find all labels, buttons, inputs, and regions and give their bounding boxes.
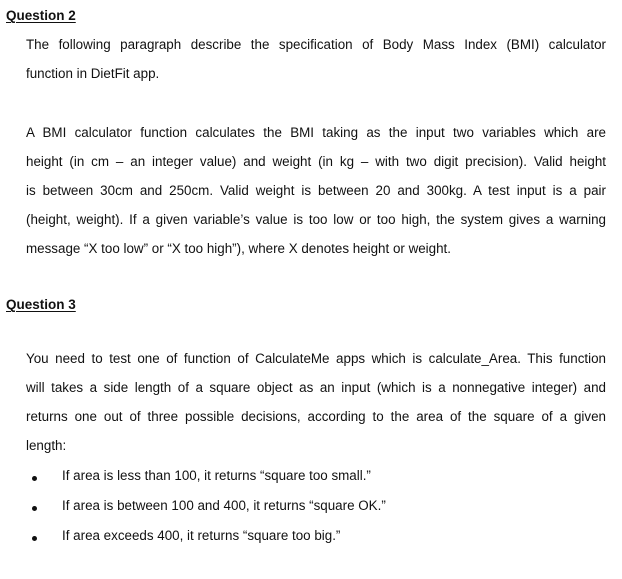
q3-bullet-1: If area is less than 100, it returns “square too small.” <box>62 468 371 483</box>
q3-body-line-1: You need to test one of function of CalculateMe apps which is calculate_Area. This function <box>26 351 606 366</box>
q2-body-line-1: A BMI calculator function calculates the BMI taking as the input two variables which are <box>26 125 606 140</box>
q3-bullet-2: If area is between 100 and 400, it returns “square OK.” <box>62 498 386 513</box>
q2-intro-line-2: function in DietFit app. <box>26 66 160 81</box>
q2-body-line-5: message “X too low” or “X too high”), where X denotes height or weight. <box>26 241 451 256</box>
question-3-heading: Question 3 <box>6 297 76 312</box>
bullet-dot-icon <box>32 476 37 481</box>
bullet-dot-icon <box>32 536 37 541</box>
q3-bullet-3: If area exceeds 400, it returns “square too big.” <box>62 528 341 543</box>
q2-body-line-2: height (in cm – an integer value) and weight (in kg – with two digit precision). Valid height <box>26 154 606 169</box>
q3-body-line-2: will takes a side length of a square object as an input (which is a nonnegative integer) and <box>26 380 606 395</box>
q3-body-line-3: returns one out of three possible decisions, according to the area of the square of a given <box>26 409 606 424</box>
q2-intro-line-1: The following paragraph describe the specification of Body Mass Index (BMI) calculator <box>26 37 606 52</box>
q3-body-line-4: length: <box>26 438 67 453</box>
bullet-dot-icon <box>32 506 37 511</box>
q2-body-line-4: (height, weight). If a given variable’s value is too low or too high, the system gives a warning <box>26 212 606 227</box>
q2-body-line-3: is between 30cm and 250cm. Valid weight is between 20 and 300kg. A test input is a pair <box>26 183 606 198</box>
question-2-heading: Question 2 <box>6 8 76 23</box>
